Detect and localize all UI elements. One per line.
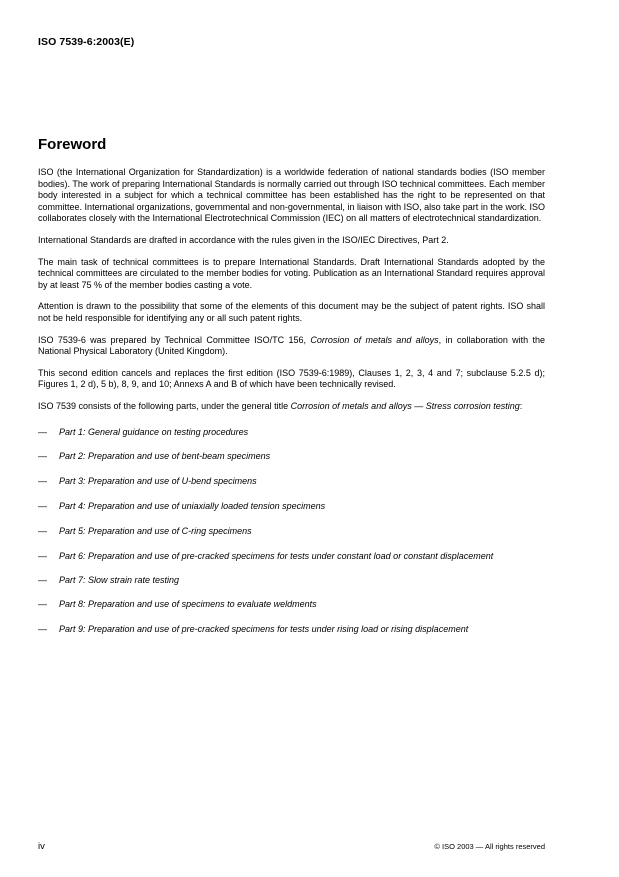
list-item-text: Part 9: Preparation and use of pre-cracked specimens for tests under rising load or rising displacement [59, 624, 469, 635]
list-item-text: Part 2: Preparation and use of bent-beam specimens [59, 451, 271, 462]
general-title: Corrosion of metals and alloys — Stress corrosion testing [290, 400, 520, 411]
list-item-text: Part 6: Preparation and use of pre-cracked specimens for tests under constant load or constant displacement [59, 550, 494, 561]
list-item [38, 427, 545, 439]
list-dash: — [38, 624, 47, 635]
list-item [38, 599, 545, 611]
paragraph-edition-note: This second edition cancels and replaces the first edition (ISO 7539-6:1989), Clauses 1, 2, 3, 4 and 7; subclause 5.2.5 d); Figures 1, 2 d), 5 b), 8, 9, and 10; Annexs A and B of which have been technically revised. [38, 367, 545, 390]
paragraph-patent-rights: Attention is drawn to the possibility that some of the elements of this document may be the subject of patent rights. ISO shall not be held responsible for identifying any or all such patent rights. [38, 301, 545, 323]
list-item [38, 575, 545, 587]
list-item [38, 624, 545, 636]
committee-title: Corrosion of metals and alloys [310, 334, 439, 345]
list-dash: — [38, 476, 47, 487]
page-title: Foreword [38, 136, 107, 153]
paragraph-drafting-rules: International Standards are drafted in accordance with the rules given in the ISO/IEC Directives, Part 2. [38, 234, 449, 245]
prepared-by-text-end: , in collaboration with the National Physical Laboratory (United Kingdom). [38, 334, 546, 357]
list-dash: — [38, 526, 47, 537]
list-item-text: Part 4: Preparation and use of uniaxially loaded tension specimens [59, 501, 326, 512]
document-id-header: ISO 7539-6:2003(E) [38, 36, 135, 48]
parts-intro-end: : [519, 400, 523, 411]
list-item [38, 476, 545, 488]
foreword-body [38, 167, 545, 649]
paragraph-prepared-by [38, 335, 545, 358]
parts-intro-text: ISO 7539 consists of the following parts, under the general title [38, 400, 291, 411]
list-dash: — [38, 599, 47, 610]
copyright-notice: © ISO 2003 — All rights reserved [434, 842, 545, 851]
list-dash: — [38, 451, 47, 462]
parts-list [38, 427, 545, 636]
paragraph-iso-federation: ISO (the International Organization for Standardization) is a worldwide federation of national standards bodies (ISO member bodies). The work of preparing International Standards is normally carried out through ISO technical committees. Each member body interested in a subject for which a technical committee has been established has the right to be represented on that committee. International organizations, governmental and non-governmental, in liaison with ISO, also take part in the work. ISO collaborates closely with the International Electrotechnical Commission (IEC) on all matters of electrotechnical standardization. [38, 167, 545, 224]
page-number: iv [38, 841, 45, 852]
paragraph-committee-task: The main task of technical committees is to prepare International Standards. Draft International Standards adopted by the technical committees are circulated to the member bodies for voting. Publication as an International Standard requires approval by at least 75 % of the member bodies casting a vote. [38, 256, 545, 290]
list-dash: — [38, 550, 47, 561]
list-item [38, 501, 545, 513]
prepared-by-text: ISO 7539-6 was prepared by Technical Committee ISO/TC 156, [38, 334, 311, 345]
list-item-text: Part 1: General guidance on testing procedures [59, 426, 249, 437]
list-item [38, 526, 545, 538]
list-item [38, 451, 545, 463]
list-dash: — [38, 574, 47, 585]
list-item-text: Part 7: Slow strain rate testing [59, 574, 180, 585]
list-item-text: Part 5: Preparation and use of C-ring specimens [59, 526, 252, 537]
list-dash: — [38, 426, 47, 437]
paragraph-parts-intro [38, 401, 545, 413]
list-item [38, 551, 545, 563]
list-item-text: Part 3: Preparation and use of U-bend specimens [59, 476, 257, 487]
list-item-text: Part 8: Preparation and use of specimens to evaluate weldments [59, 599, 317, 610]
list-dash: — [38, 501, 47, 512]
